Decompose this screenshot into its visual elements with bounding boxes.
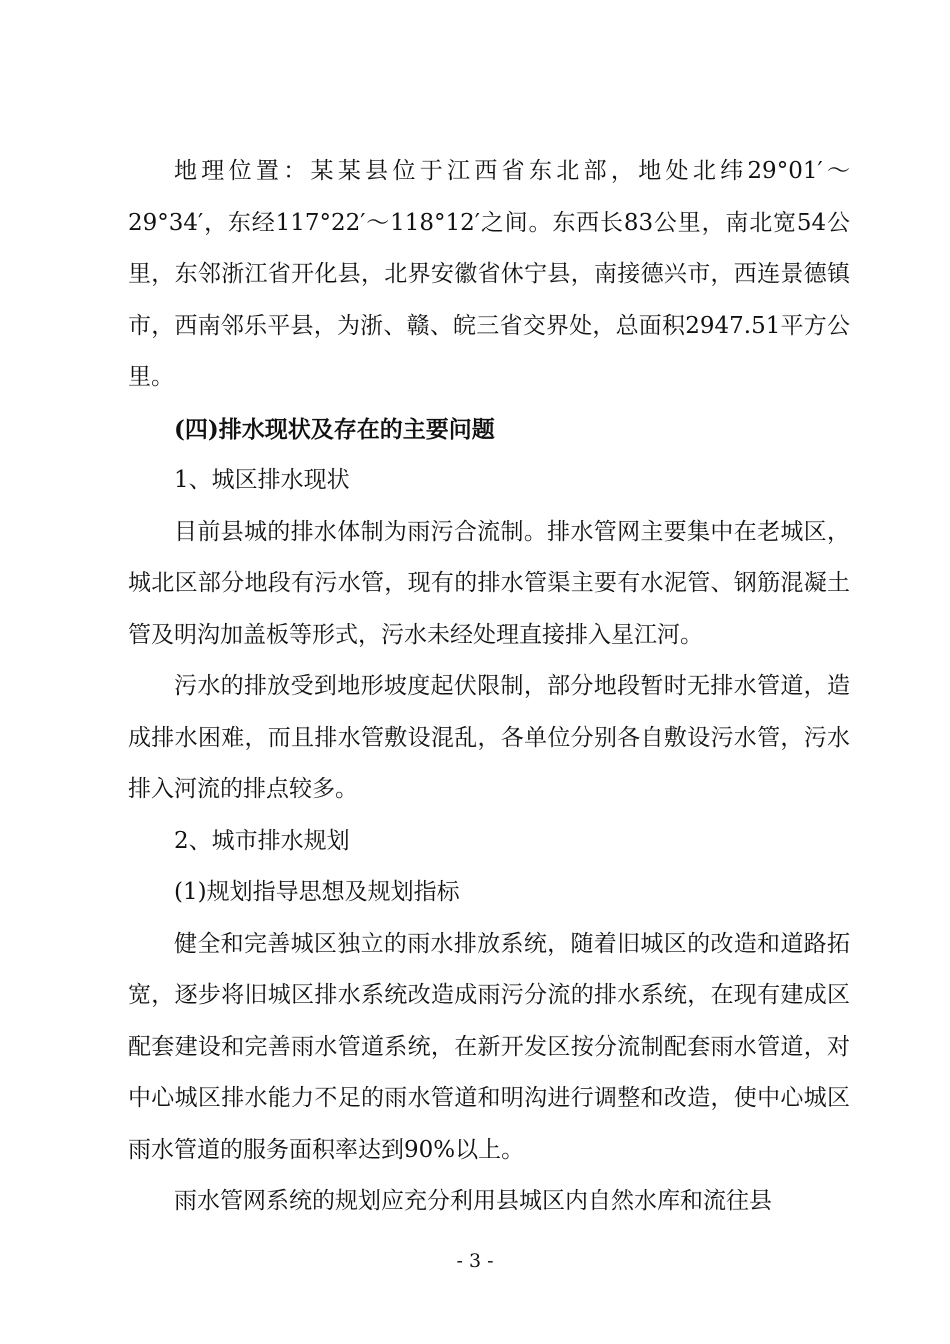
subheading-urban-drainage-status: 1、城区排水现状: [174, 467, 350, 493]
page-number: - 3 -: [456, 1250, 494, 1272]
paragraph-drainage-system: 目前县城的排水体制为雨污合流制。排水管网主要集中在老城区，城北区部分地段有污水管，现有的排水管渠主要有水泥管、钢筋混凝土管及明沟加盖板等形式，污水未经处理直接排入星江河。: [128, 518, 850, 648]
subheading-planning-guidelines: (1)规划指导思想及规划指标: [174, 879, 460, 905]
paragraph-sewage-problems: 污水的排放受到地形坡度起伏限制，部分地段暂时无排水管道，造成排水困难，而且排水管敷设混乱，各单位分别各自敷设污水管，污水排入河流的排点较多。: [128, 673, 850, 802]
paragraph-geography: 地理位置：某某县位于江西省东北部，地处北纬29°01′～29°34′，东经117°22′～118°12′之间。东西长83公里，南北宽54公里，东邻浙江省开化县，北界安徽省休宁县，南接德兴市，西连景德镇市，西南邻乐平县，为浙、赣、皖三省交界处，总面积2947.51平方公里。: [128, 158, 850, 390]
section-heading-drainage-status: (四)排水现状及存在的主要问题: [174, 415, 495, 443]
paragraph-rainwater-system: 健全和完善城区独立的雨水排放系统，随着旧城区的改造和道路拓宽，逐步将旧城区排水系统改造成雨污分流的排水系统，在现有建成区配套建设和完善雨水管道系统，在新开发区按分流制配套雨水管道，对中心城区排水能力不足的雨水管道和明沟进行调整和改造，使中心城区雨水管道的服务面积率达到90%以上。: [128, 930, 850, 1163]
paragraph-rainwater-network: 雨水管网系统的规划应充分利用县城区内自然水库和流往县: [174, 1188, 772, 1214]
subheading-drainage-planning: 2、城市排水规划: [174, 827, 350, 854]
document-body: [128, 146, 850, 1228]
